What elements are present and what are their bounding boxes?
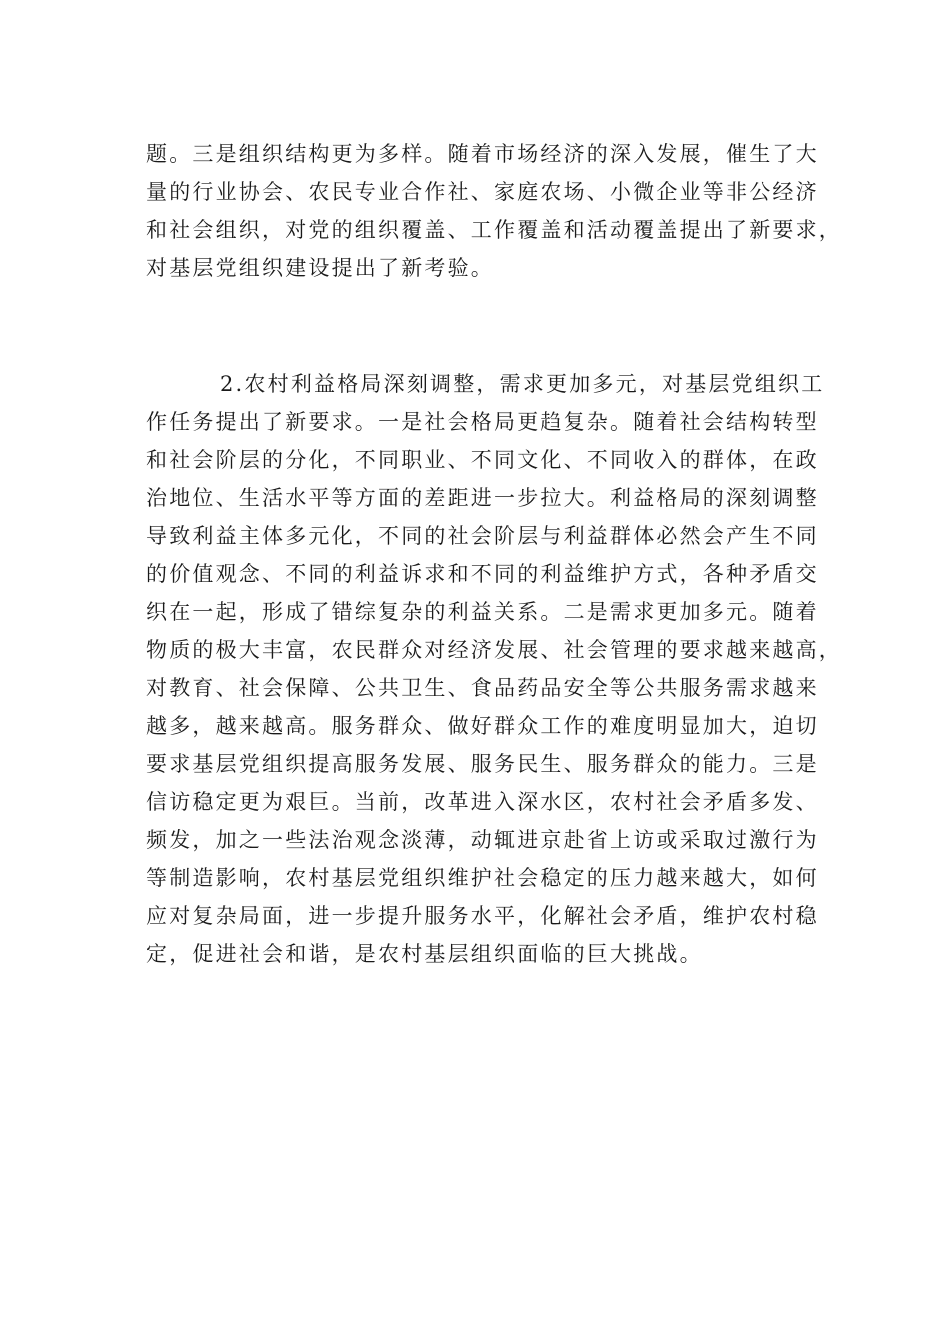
paragraph-line: 量的行业协会、农民专业合作社、家庭农场、小微企业等非公经济	[146, 180, 819, 204]
paragraph-section-2	[146, 365, 842, 973]
paragraph-line: 要求基层党组织提高服务发展、服务民生、服务群众的能力。三是	[146, 752, 819, 776]
paragraph-line: 对教育、社会保障、公共卫生、食品药品安全等公共服务需求越来	[146, 676, 819, 700]
paragraph-line: 作任务提出了新要求。一是社会格局更趋复杂。随着社会结构转型	[146, 410, 819, 434]
paragraph-line: 信访稳定更为艰巨。当前，改革进入深水区，农村社会矛盾多发、	[146, 790, 819, 814]
paragraph-line: 治地位、生活水平等方面的差距进一步拉大。利益格局的深刻调整	[146, 486, 819, 510]
paragraph-line: 应对复杂局面，进一步提升服务水平，化解社会矛盾，维护农村稳	[146, 904, 819, 928]
paragraph-line: 定，促进社会和谐，是农村基层组织面临的巨大挑战。	[146, 942, 703, 966]
paragraph-line: 越多，越来越高。服务群众、做好群众工作的难度明显加大，迫切	[146, 714, 819, 738]
paragraph-line: 的价值观念、不同的利益诉求和不同的利益维护方式，各种矛盾交	[146, 562, 819, 586]
paragraph-line: 和社会阶层的分化，不同职业、不同文化、不同收入的群体，在政	[146, 448, 819, 472]
paragraph-line: 对基层党组织建设提出了新考验。	[146, 256, 494, 280]
paragraph-line: 物质的极大丰富，农民群众对经济发展、社会管理的要求越来越高，	[146, 638, 842, 662]
paragraph-line: 等制造影响，农村基层党组织维护社会稳定的压力越来越大，如何	[146, 866, 819, 890]
paragraph-first-line: 2.农村利益格局深刻调整，需求更加多元，对基层党组织工	[220, 372, 825, 396]
paragraph-line: 频发，加之一些法治观念淡薄，动辄进京赴省上访或采取过激行为	[146, 828, 819, 852]
paragraph-line: 导致利益主体多元化，不同的社会阶层与利益群体必然会产生不同	[146, 524, 819, 548]
paragraph-line: 题。三是组织结构更为多样。随着市场经济的深入发展，催生了大	[146, 142, 819, 166]
paragraph-line: 织在一起，形成了错综复杂的利益关系。二是需求更加多元。随着	[146, 600, 819, 624]
paragraph-line: 和社会组织，对党的组织覆盖、工作覆盖和活动覆盖提出了新要求，	[146, 218, 842, 242]
paragraph-continuation	[146, 135, 842, 287]
